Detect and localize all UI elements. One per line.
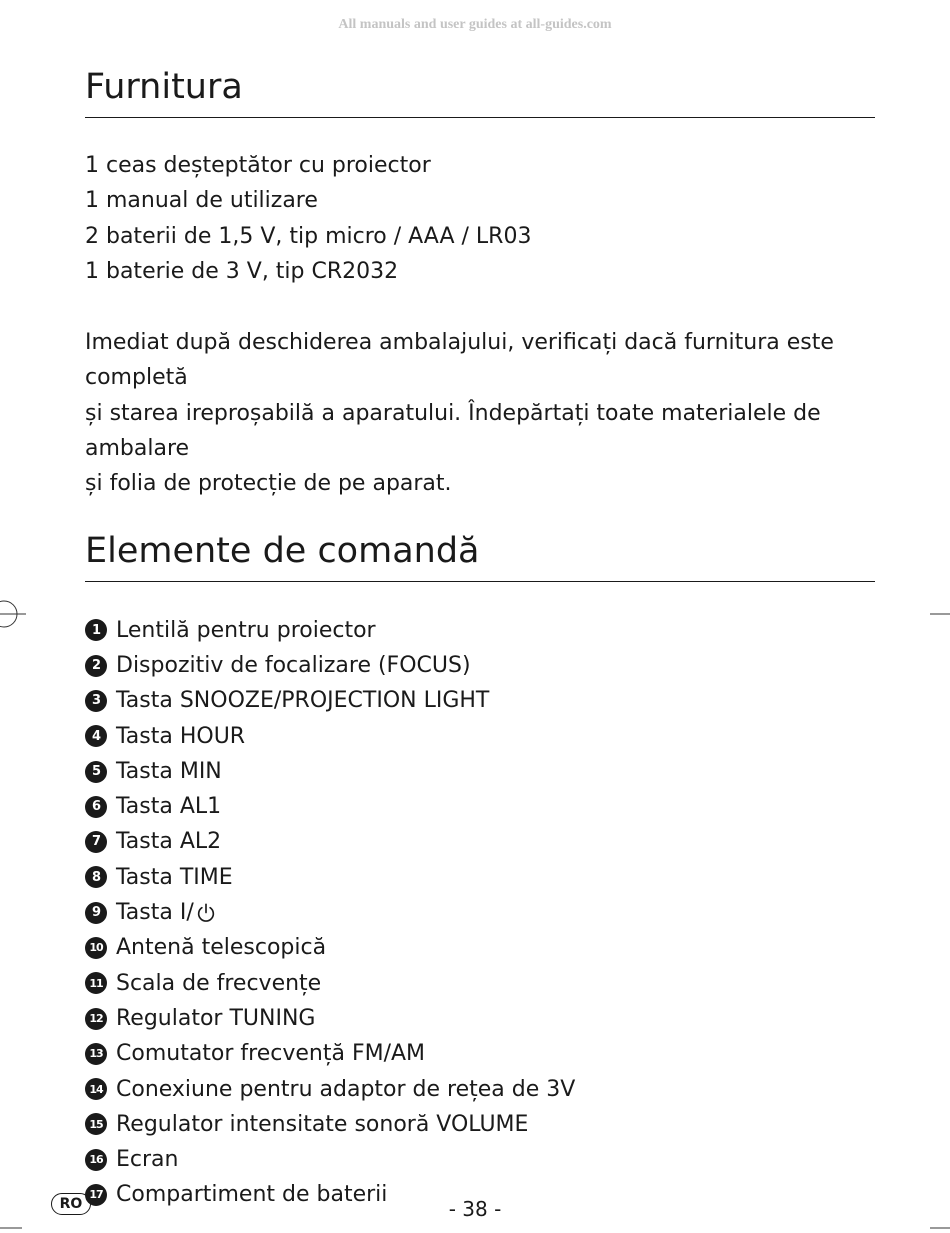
number-badge: 6 <box>85 796 107 818</box>
control-label: Lentilă pentru proiector <box>116 617 376 643</box>
page-content <box>85 62 875 1213</box>
number-badge: 16 <box>85 1149 107 1171</box>
control-item <box>85 719 875 754</box>
control-item <box>85 613 875 648</box>
section-title-furnitura: Furnitura <box>85 62 875 118</box>
number-badge: 7 <box>85 831 107 853</box>
control-item <box>85 860 875 895</box>
control-label: Tasta HOUR <box>116 723 246 749</box>
control-item <box>85 754 875 789</box>
control-label: Tasta TIME <box>116 864 233 890</box>
control-item <box>85 966 875 1001</box>
control-item <box>85 930 875 965</box>
control-label: Regulator TUNING <box>116 1005 316 1031</box>
control-item <box>85 824 875 859</box>
control-label: Conexiune pentru adaptor de rețea de 3V <box>116 1076 576 1102</box>
crop-mark-bottom-right-icon <box>930 1226 950 1230</box>
number-badge: 10 <box>85 937 107 959</box>
number-badge: 11 <box>85 972 107 994</box>
controls-list <box>85 613 875 1213</box>
control-label: Ecran <box>116 1147 179 1173</box>
control-label: Compartiment de baterii <box>116 1182 388 1208</box>
page-number: - 38 - <box>448 1197 502 1221</box>
control-item <box>85 1072 875 1107</box>
control-label: Scala de frecvențe <box>116 970 322 996</box>
instructions-paragraph <box>85 325 875 501</box>
control-item <box>85 1142 875 1177</box>
list-item: 2 baterii de 1,5 V, tip micro / AAA / LR03 <box>85 223 532 249</box>
list-item: 1 ceas deșteptător cu proiector <box>85 153 431 178</box>
paragraph-line: Imediat după deschiderea ambalajului, verificați dacă furnitura este completă <box>85 330 834 391</box>
list-item: 1 baterie de 3 V, tip CR2032 <box>85 258 399 284</box>
number-badge: 12 <box>85 1008 107 1030</box>
number-badge: 8 <box>85 866 107 888</box>
control-item <box>85 1001 875 1036</box>
control-label: Regulator intensitate sonoră VOLUME <box>116 1111 529 1137</box>
control-item <box>85 789 875 824</box>
language-badge: RO <box>51 1193 91 1215</box>
number-badge: 2 <box>85 655 107 677</box>
control-item <box>85 895 875 930</box>
control-label: Tasta AL1 <box>116 794 222 820</box>
list-item: 1 manual de utilizare <box>85 188 318 214</box>
number-badge: 5 <box>85 761 107 783</box>
control-label: Tasta I/ <box>116 900 194 926</box>
supply-list <box>85 148 875 289</box>
number-badge: 14 <box>85 1078 107 1100</box>
paragraph-line: și folia de protecție de pe aparat. <box>85 471 452 497</box>
number-badge: 15 <box>85 1113 107 1135</box>
power-icon <box>195 902 217 924</box>
number-badge: 4 <box>85 725 107 747</box>
control-label: Dispozitiv de focalizare (FOCUS) <box>116 652 471 678</box>
number-badge: 3 <box>85 690 107 712</box>
control-item <box>85 1036 875 1071</box>
crop-mark-bottom-left-icon <box>0 1226 22 1230</box>
section-title-elemente: Elemente de comandă <box>85 526 875 582</box>
control-label: Tasta AL2 <box>116 829 222 855</box>
number-badge: 13 <box>85 1043 107 1065</box>
control-item <box>85 1107 875 1142</box>
crop-mark-right-icon <box>930 612 950 618</box>
control-label: Comutator frecvență FM/AM <box>116 1041 426 1067</box>
watermark: All manuals and user guides at all-guides.com <box>338 17 612 32</box>
control-label: Tasta SNOOZE/PROJECTION LIGHT <box>116 688 490 714</box>
control-label: Antenă telescopică <box>116 935 327 961</box>
number-badge: 1 <box>85 619 107 641</box>
number-badge: 17 <box>85 1184 107 1206</box>
control-item <box>85 648 875 683</box>
number-badge: 9 <box>85 902 107 924</box>
crop-mark-left-icon <box>0 598 30 630</box>
control-item <box>85 683 875 718</box>
paragraph-line: și starea ireproșabilă a aparatului. Îndepărtați toate materialele de ambalare <box>85 400 821 462</box>
control-label: Tasta MIN <box>116 758 222 784</box>
